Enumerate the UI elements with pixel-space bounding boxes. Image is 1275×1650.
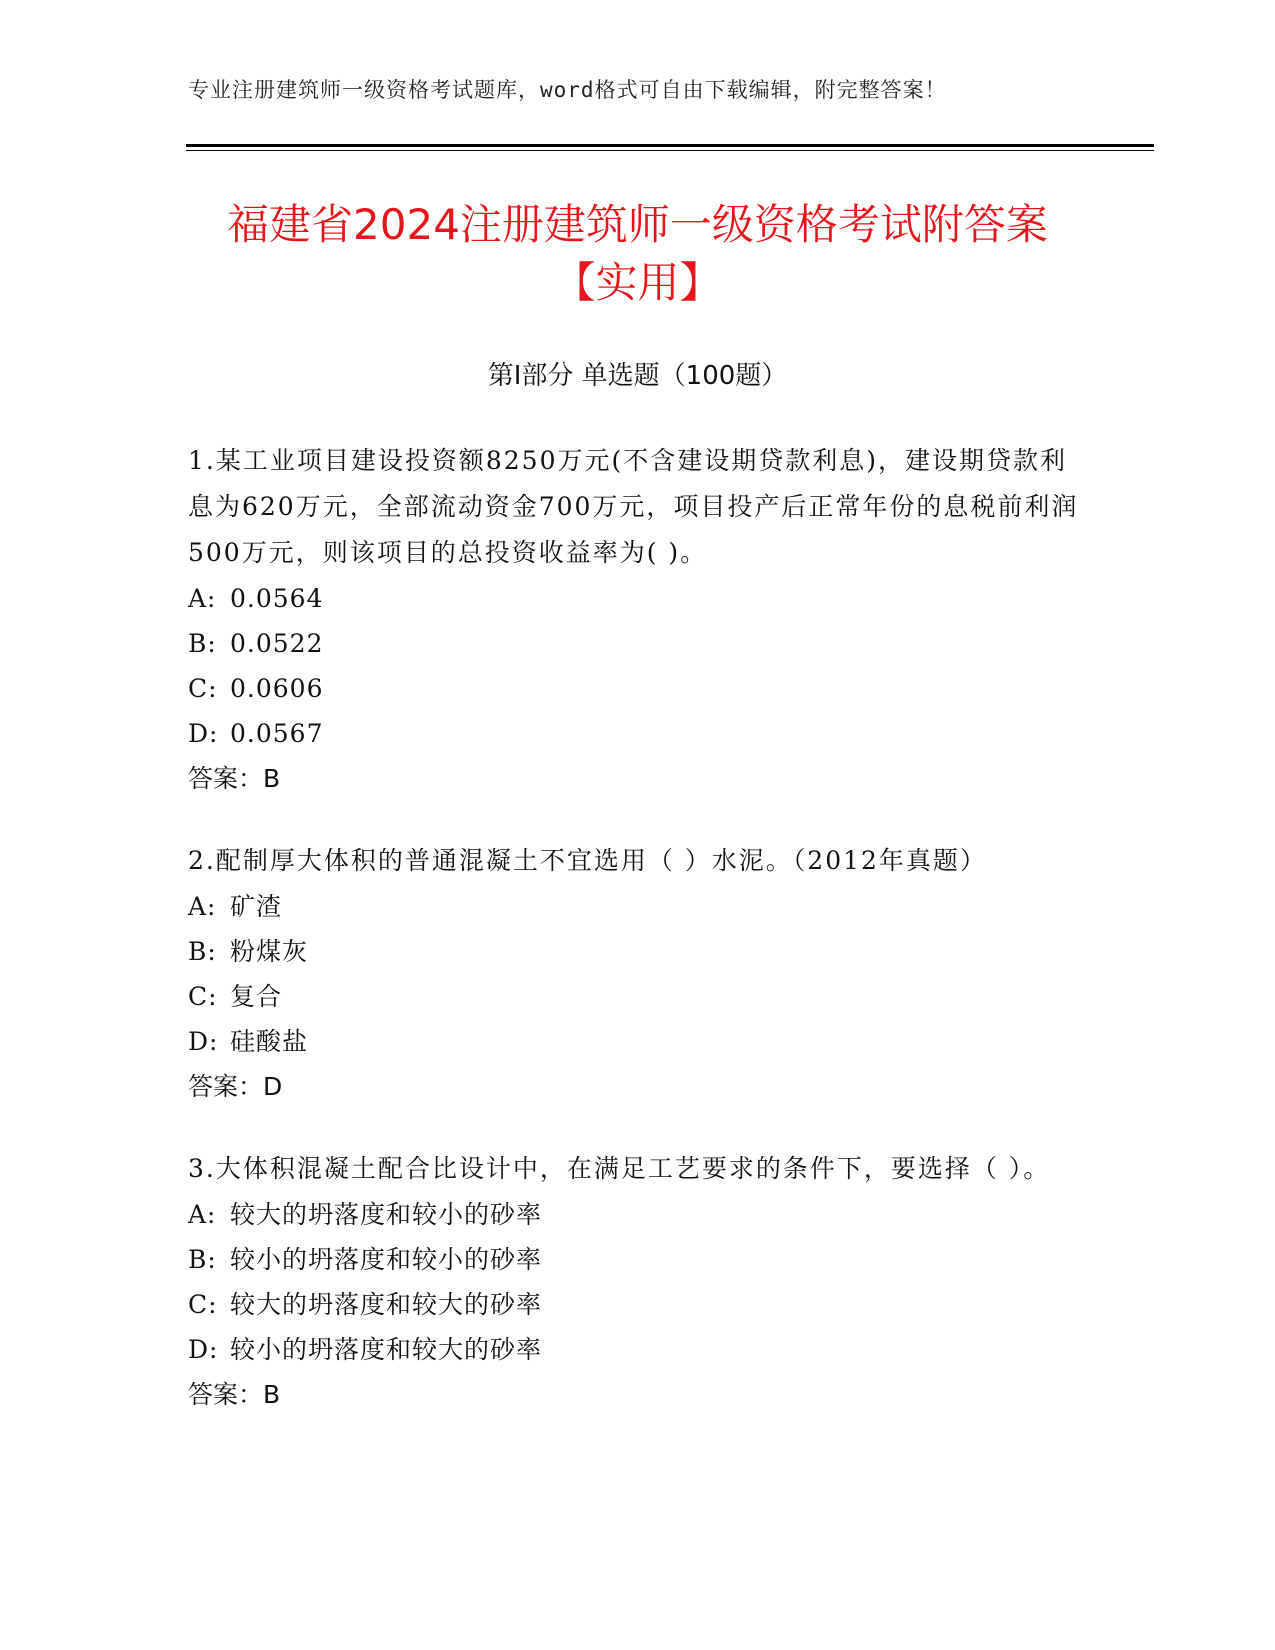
option-label: A: bbox=[188, 892, 217, 921]
option-label: D: bbox=[188, 1335, 219, 1364]
section-heading: 第I部分 单选题（100题） bbox=[487, 361, 788, 391]
option-b bbox=[188, 621, 1088, 666]
option-text: 0.0564 bbox=[230, 584, 324, 613]
option-text: 较大的坍落度和较小的砂率 bbox=[230, 1200, 543, 1229]
question-stem: 1.某工业项目建设投资额8250万元(不含建设期贷款利息)，建设期贷款利息为620万元，全部流动资金700万元，项目投产后正常年份的息税前利润500万元，则该项目的总投资收益率为( )。 bbox=[188, 446, 1079, 567]
option-text: 复合 bbox=[230, 982, 283, 1011]
option-c bbox=[188, 666, 1088, 711]
option-label: A: bbox=[188, 584, 217, 613]
option-label: B: bbox=[188, 629, 217, 658]
option-c bbox=[188, 1282, 1088, 1327]
question-2 bbox=[188, 838, 1088, 1110]
header-rule-thick bbox=[186, 144, 1154, 147]
option-label: B: bbox=[188, 1245, 217, 1274]
option-label: C: bbox=[188, 674, 218, 703]
title-line-2: 【实用】 bbox=[553, 258, 722, 307]
option-text: 0.0567 bbox=[230, 719, 324, 748]
question-stem: 3.大体积混凝土配合比设计中，在满足工艺要求的条件下，要选择（ ）。 bbox=[188, 1154, 1051, 1183]
answer-line: 答案：B bbox=[188, 1380, 281, 1409]
option-label: A: bbox=[188, 1200, 217, 1229]
option-d bbox=[188, 1019, 1088, 1064]
question-1 bbox=[188, 438, 1088, 802]
option-label: D: bbox=[188, 1027, 219, 1056]
option-a bbox=[188, 884, 1088, 929]
option-d bbox=[188, 1327, 1088, 1372]
option-b bbox=[188, 929, 1088, 974]
option-c bbox=[188, 974, 1088, 1019]
header-rule-thin bbox=[186, 150, 1154, 151]
option-text: 较小的坍落度和较小的砂率 bbox=[230, 1245, 543, 1274]
option-text: 较小的坍落度和较大的砂率 bbox=[230, 1335, 543, 1364]
question-stem: 2.配制厚大体积的普通混凝土不宜选用（ ）水泥。（2012年真题） bbox=[188, 846, 987, 875]
option-text: 矿渣 bbox=[230, 892, 283, 921]
option-text: 粉煤灰 bbox=[230, 937, 309, 966]
document-title bbox=[150, 196, 1125, 312]
option-text: 0.0522 bbox=[230, 629, 324, 658]
option-a bbox=[188, 1192, 1088, 1237]
option-text: 较大的坍落度和较大的砂率 bbox=[230, 1290, 543, 1319]
answer-line: 答案：D bbox=[188, 1072, 283, 1101]
header-note: 专业注册建筑师一级资格考试题库，word格式可自由下载编辑，附完整答案！ bbox=[188, 78, 947, 102]
option-text: 0.0606 bbox=[230, 674, 324, 703]
option-text: 硅酸盐 bbox=[230, 1027, 309, 1056]
answer-line: 答案：B bbox=[188, 764, 281, 793]
title-line-1: 福建省2024注册建筑师一级资格考试附答案 bbox=[227, 200, 1048, 249]
option-label: C: bbox=[188, 982, 218, 1011]
option-b bbox=[188, 1237, 1088, 1282]
question-3 bbox=[188, 1146, 1088, 1418]
option-label: C: bbox=[188, 1290, 218, 1319]
option-a bbox=[188, 576, 1088, 621]
option-label: B: bbox=[188, 937, 217, 966]
question-list bbox=[188, 438, 1088, 1454]
option-d bbox=[188, 711, 1088, 756]
option-label: D: bbox=[188, 719, 219, 748]
